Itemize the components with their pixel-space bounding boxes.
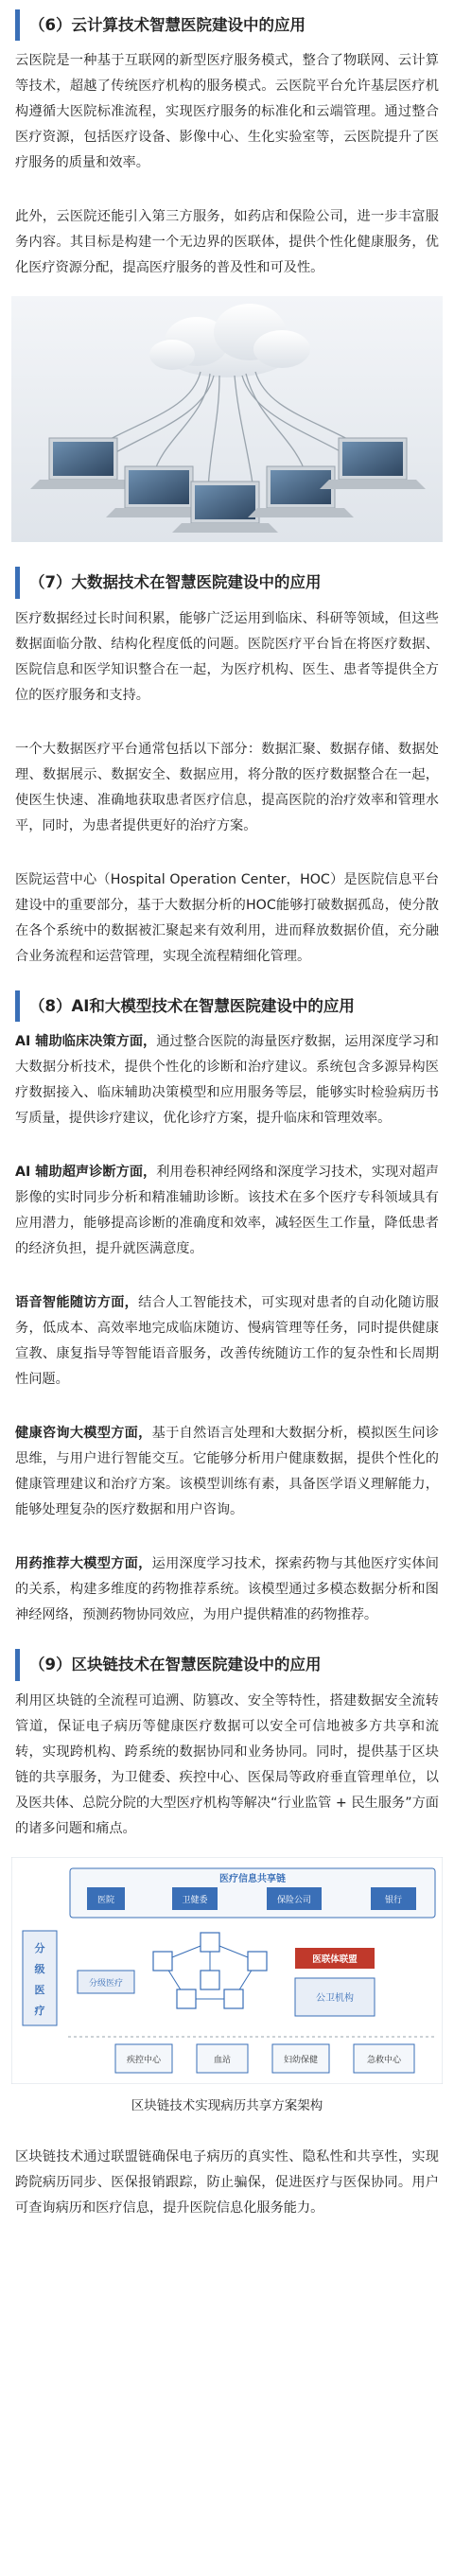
svg-text:分: 分 — [34, 1941, 45, 1954]
paragraph: 语音智能随访方面，结合人工智能技术，可实现对患者的自动化随访服务，低成本、高效率地完成临床随访、慢病管理等任务，同时提供健康宣教、康复指导等智能语音服务，改善传统随访工作的复杂性和长周期性问题。 — [15, 1295, 439, 1388]
paragraph: 用药推荐大模型方面，运用深度学习技术，探索药物与其他医疗实体间的关系，构建多维度的药物推荐系统。该模型通过多模态数据分析和图神经网络，预测药物协同效应，为用户提供精准的药物推荐。 — [15, 1556, 439, 1623]
paragraph: 区块链技术通过联盟链确保电子病历的真实性、隐私性和共享性，实现跨院病历同步、医保报销跟踪，防止骗保，促进医疗与医保协同。用户可查询病历和医疗信息，提升医院信息化服务能力。 — [15, 2148, 439, 2216]
figure-caption: 区块链技术实现病历共享方案架构 — [131, 2097, 323, 2113]
svg-text:医: 医 — [34, 1983, 45, 1996]
lead-term: AI 辅助临床决策方面， — [15, 1034, 157, 1050]
cloud-computing-illustration — [11, 296, 443, 546]
svg-text:公卫机构: 公卫机构 — [316, 1992, 354, 2004]
section-title-cloud: （6）云计算技术智慧医院建设中的应用 — [15, 9, 439, 41]
svg-text:血站: 血站 — [213, 2055, 232, 2065]
paragraph: 利用区块链的全流程可追溯、防篡改、安全等特性，搭建数据安全流转管道，保证电子病历等健康医疗数据可以安全可信地被多方共享和流转，实现跨机构、跨系统的数据协同和业务协同。同时，提供基于区块链的共享服务，为卫健委、疾控中心、医保局等政府垂直管理单位，以及医共体、总院分院的大型医疗机构等解决“行业监管 + 民生服务”方面的诸多问题和痛点。 — [15, 1692, 439, 1836]
blood-station-node — [197, 2044, 248, 2073]
paragraph: 健康咨询大模型方面，基于自然语言处理和大数据分析，模拟医生问诊思维，与用户进行智能交互。它能够分析用户健康数据，提供个性化的健康管理建议和治疗方案。该模型训练有素，具备医学语义理解能力，能够处理复杂的医疗数据和用户咨询。 — [15, 1426, 439, 1518]
svg-text:保险公司: 保险公司 — [276, 1895, 312, 1905]
disease-control-node — [115, 2044, 172, 2073]
paragraph: AI 辅助超声诊断方面，利用卷积神经网络和深度学习技术，实现对超声影像的实时同步分析和精准辅助诊断。该技术在多个医疗专科领域具有应用潜力，能够提高诊断的准确度和效率，减轻医生工作量，降低患者的经济负担，提升就医满意度。 — [15, 1165, 439, 1257]
block-icon — [224, 1989, 243, 2008]
hospital-node — [87, 1887, 125, 1910]
paragraph: 医院运营中心（Hospital Operation Center，HOC）是医院信息平台建设中的重要部分，基于大数据分析的HOC能够打破数据孤岛，使分散在各个系统中的数据被汇聚起来有效利用，进而释放数据价值，充分融合业务流程和运营管理，实现全流程精细化管理。 — [15, 871, 439, 964]
paragraph: 此外，云医院还能引入第三方服务，如药店和保险公司，进一步丰富服务内容。其目标是构建一个无边界的医联体，提供个性化健康服务，优化医疗资源分配，提高医疗服务的普及性和可及性。 — [15, 209, 439, 276]
svg-text:银行: 银行 — [384, 1895, 403, 1905]
svg-text:疗: 疗 — [34, 2004, 45, 2017]
svg-text:卫健委: 卫健委 — [182, 1895, 208, 1905]
paragraph: 云医院是一种基于互联网的新型医疗服务模式，整合了物联网、云计算等技术，超越了传统医疗机构的服务模式。云医院平台允许基层医疗机构遵循大医院标准流程，实现医疗服务的标准化和云端管理。通过整合医疗资源，包括医疗设备、影像中心、生化实验室等，云医院提升了医疗服务的质量和效率。 — [15, 53, 439, 171]
grading-medical-group — [23, 1931, 57, 2025]
svg-text:医联体联盟: 医联体联盟 — [312, 1954, 358, 1965]
svg-text:医院: 医院 — [96, 1895, 115, 1905]
bank-node — [371, 1887, 416, 1910]
insurance-node — [267, 1887, 322, 1910]
block-icon — [153, 1952, 172, 1971]
svg-text:疾控中心: 疾控中心 — [126, 2055, 162, 2065]
grade-medical-node — [78, 1971, 134, 1993]
emergency-center-node — [354, 2044, 414, 2073]
svg-text:分级医疗: 分级医疗 — [88, 1978, 124, 1989]
cloud-laptops-image — [11, 296, 443, 542]
section-title-blockchain: （9）区块链技术在智慧医院建设中的应用 — [15, 1649, 439, 1680]
block-icon — [201, 1933, 219, 1952]
blockchain-architecture-svg — [11, 1857, 443, 2084]
alliance-label — [295, 1948, 375, 1969]
lead-term: 用药推荐大模型方面， — [15, 1556, 152, 1572]
svg-text:妇幼保健: 妇幼保健 — [283, 2055, 319, 2065]
paragraph: AI 辅助临床决策方面，通过整合医院的海量医疗数据，运用深度学习和大数据分析技术，提供个性化的诊断和治疗建议。系统包含多源异构医疗数据接入、临床辅助决策模型和应用服务等层，能够实时检验病历书写质量，提供诊疗建议，优化诊疗方案，提升临床和管理效率。 — [15, 1034, 439, 1127]
paragraph: 医疗数据经过长时间积累，能够广泛运用到临床、科研等领域，但这些数据面临分散、结构化程度低的问题。医院医疗平台旨在将医疗数据、医院信息和医学知识整合在一起，为医疗机构、医生、患者等提供全方位的医疗服务和支持。 — [15, 610, 439, 703]
share-chain-title: 医疗信息共享链 — [219, 1873, 286, 1884]
article — [0, 9, 454, 2240]
public-health-node — [295, 1978, 375, 2016]
health-commission-node — [172, 1887, 218, 1910]
lead-term: AI 辅助超声诊断方面， — [15, 1165, 157, 1181]
svg-text:级: 级 — [34, 1962, 45, 1975]
section-title-ai: （8）AI和大模型技术在智慧医院建设中的应用 — [15, 990, 439, 1022]
lead-term: 语音智能随访方面， — [15, 1295, 139, 1311]
maternal-child-node — [272, 2044, 329, 2073]
block-icon — [177, 1989, 196, 2008]
blockchain-diagram — [11, 1857, 443, 2088]
block-icon — [201, 1971, 219, 1989]
block-icon — [248, 1952, 267, 1971]
paragraph: 一个大数据医疗平台通常包括以下部分：数据汇聚、数据存储、数据处理、数据展示、数据安全、数据应用，将分散的医疗数据整合在一起，使医生快速、准确地获取患者医疗信息，提高医院的治疗效率和管理水平，同时，为患者提供更好的治疗方案。 — [15, 741, 439, 833]
lead-term: 健康咨询大模型方面， — [15, 1426, 152, 1442]
section-title-bigdata: （7）大数据技术在智慧医院建设中的应用 — [15, 567, 439, 598]
svg-text:急救中心: 急救中心 — [366, 2055, 402, 2065]
